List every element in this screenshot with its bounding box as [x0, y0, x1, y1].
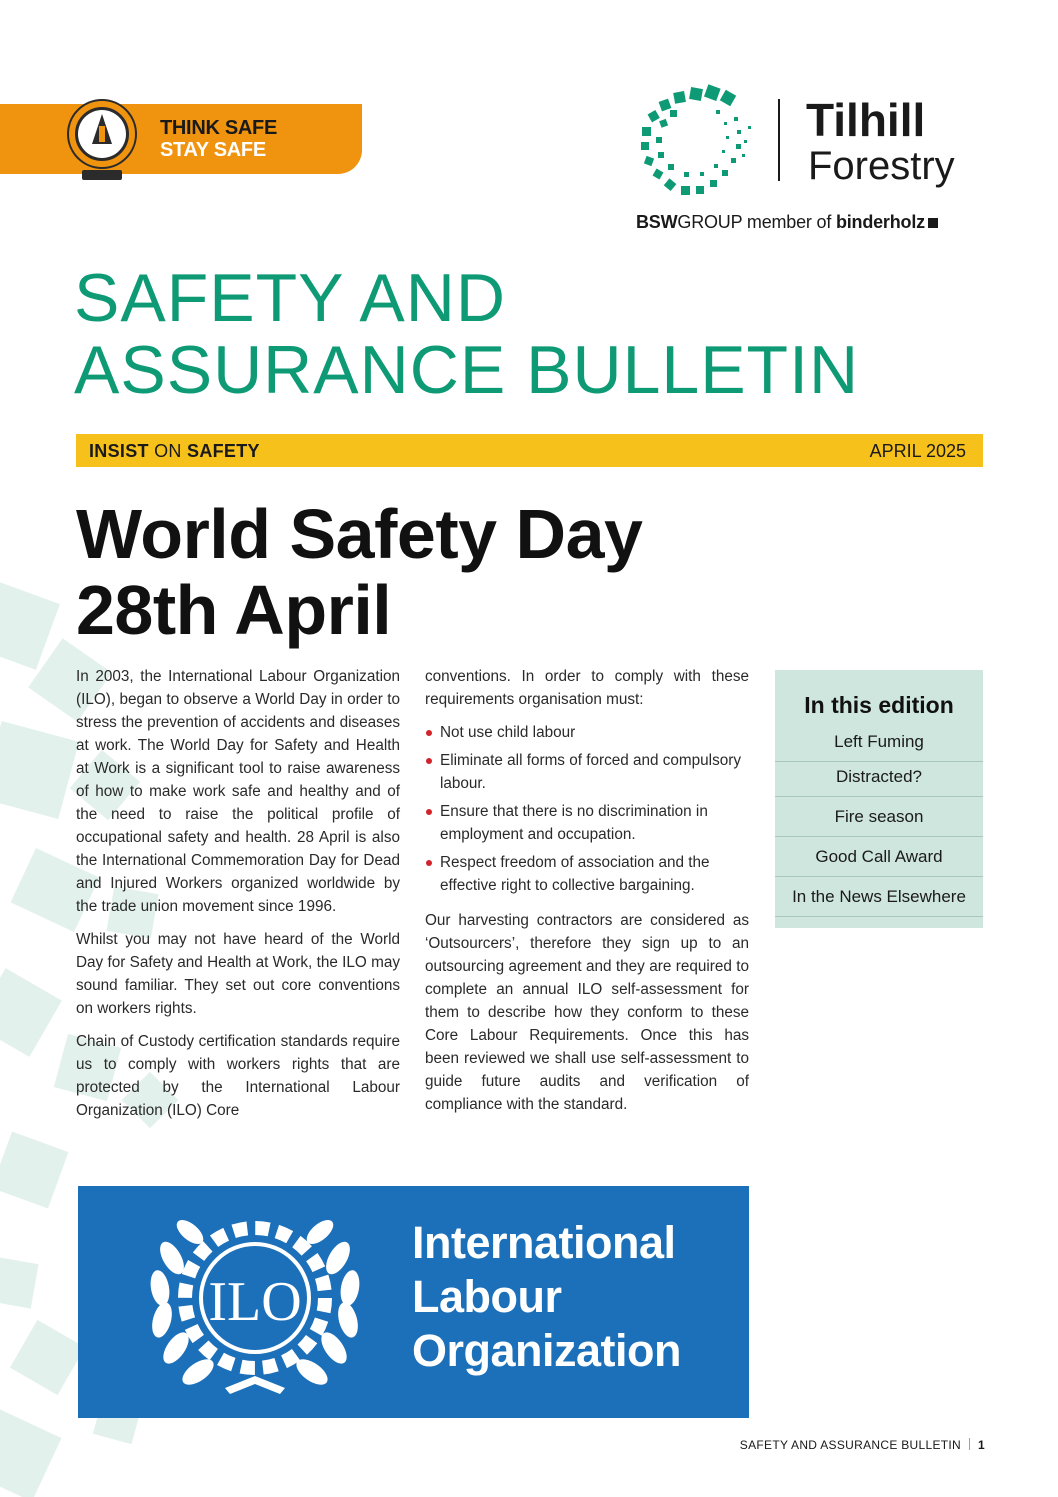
headline-line-1: World Safety Day [76, 495, 643, 573]
article-paragraph: Whilst you may not have heard of the World Day for Safety and Health at Work, the ILO may sound familiar. They set out core conventions on workers rights. [76, 931, 400, 1017]
page-title [74, 262, 859, 406]
list-item [425, 721, 749, 744]
list-item [425, 749, 749, 795]
ilo-emblem-letters: ILO [208, 1271, 302, 1333]
ilo-banner [78, 1186, 749, 1418]
list-item-text: Not use child labour [440, 724, 576, 741]
badge-line-2: STAY SAFE [160, 139, 266, 161]
tagline-insist: INSIST [89, 441, 149, 461]
logo-bsw: BSW [636, 212, 678, 232]
article-paragraph: conventions. In order to comply with these requirements organisation must: [425, 668, 749, 708]
edition-item-good-call-award[interactable]: Good Call Award [815, 847, 943, 866]
page-title-line-2: ASSURANCE BULLETIN [74, 332, 860, 408]
edition-item-distracted[interactable]: Distracted? [836, 767, 922, 786]
ilo-emblem-icon [130, 1198, 380, 1408]
article-column-2 [425, 665, 749, 1126]
list-item-text: Ensure that there is no discrimination in employment and occupation. [440, 803, 708, 843]
list-item [425, 851, 749, 897]
ilo-name-line-3: Organization [412, 1325, 682, 1376]
list-item-text: Eliminate all forms of forced and compulsory labour. [440, 752, 741, 792]
tagline-on: ON [148, 441, 188, 461]
insist-on-safety-tagline [89, 441, 260, 461]
edition-item-left-fuming[interactable]: Left Fuming [834, 732, 924, 751]
list-item-text: Respect freedom of association and the effective right to collective bargaining. [440, 854, 710, 894]
logo-group-line [636, 212, 938, 232]
ilo-name-line-2: Labour [412, 1271, 562, 1322]
page-footer [740, 1438, 985, 1452]
in-this-edition-title: In this edition [804, 692, 954, 718]
bullet-icon [426, 860, 432, 866]
article-headline [76, 496, 642, 648]
ilo-name-line-1: International [412, 1217, 676, 1268]
issue-strip [76, 434, 983, 467]
article-column-1 [76, 665, 400, 1132]
in-this-edition-panel [775, 670, 983, 928]
edition-item-fire-season[interactable]: Fire season [834, 807, 924, 826]
page-number: 1 [978, 1438, 985, 1452]
article-paragraph: Our harvesting contractors are considered as ‘Outsourcers’, therefore they sign up to an outsourcing agreement and they are required to complete an annual ILO self-assessment for them to describe how they conform to these Core Labour Requirements. Once this has been reviewed we shall use self-assessment to guide future audits and verification of compliance with the standard. [425, 912, 749, 1113]
article-paragraph: In 2003, the International Labour Organization (ILO), began to observe a World Day in order to stress the prevention of accidents and diseases at work. The World Day for Safety and Health at Work is a significant tool to raise awareness of how to make work safe and healthy and of the need to raise the political profile of occupational safety and health. 28 April is also the International Commemoration Day for Dead and Injured Workers organized worldwide by the trade union movement since 1996. [76, 668, 400, 915]
footer-divider [969, 1438, 970, 1450]
divider [775, 876, 983, 877]
bullet-icon [426, 730, 432, 736]
divider [775, 761, 983, 762]
tilhill-logo-mark-icon [636, 82, 756, 200]
binderholz-square-icon [928, 218, 938, 228]
logo-binderholz: binderholz [835, 212, 925, 232]
page-title-line-1: SAFETY AND [74, 260, 506, 336]
issue-date: APRIL 2025 [869, 441, 966, 461]
logo-divider [778, 99, 780, 181]
logo-group: GROUP [677, 212, 743, 232]
bullet-icon [426, 809, 432, 815]
article-paragraph: Chain of Custody certification standards require us to comply with workers rights that are protected by the International Labour Organization (ILO) Core [76, 1033, 400, 1119]
footer-label: SAFETY AND ASSURANCE BULLETIN [739, 1438, 962, 1452]
requirements-list [425, 721, 749, 897]
logo-member-of: member of [742, 212, 836, 232]
divider [775, 796, 983, 797]
edition-item-in-the-news[interactable]: In the News Elsewhere [792, 887, 966, 906]
forest-safety-accord-seal-icon [66, 96, 138, 182]
divider [775, 836, 983, 837]
badge-slogan [160, 117, 277, 161]
divider [775, 916, 983, 917]
logo-wordmark-tilhill: Tilhill [806, 94, 926, 146]
bullet-icon [426, 758, 432, 764]
badge-line-1: THINK SAFE [160, 117, 278, 139]
tagline-safety: SAFETY [187, 441, 260, 461]
list-item [425, 800, 749, 846]
logo-wordmark-forestry: Forestry [808, 144, 955, 188]
headline-line-2: 28th April [76, 571, 392, 649]
ilo-name [412, 1216, 681, 1378]
